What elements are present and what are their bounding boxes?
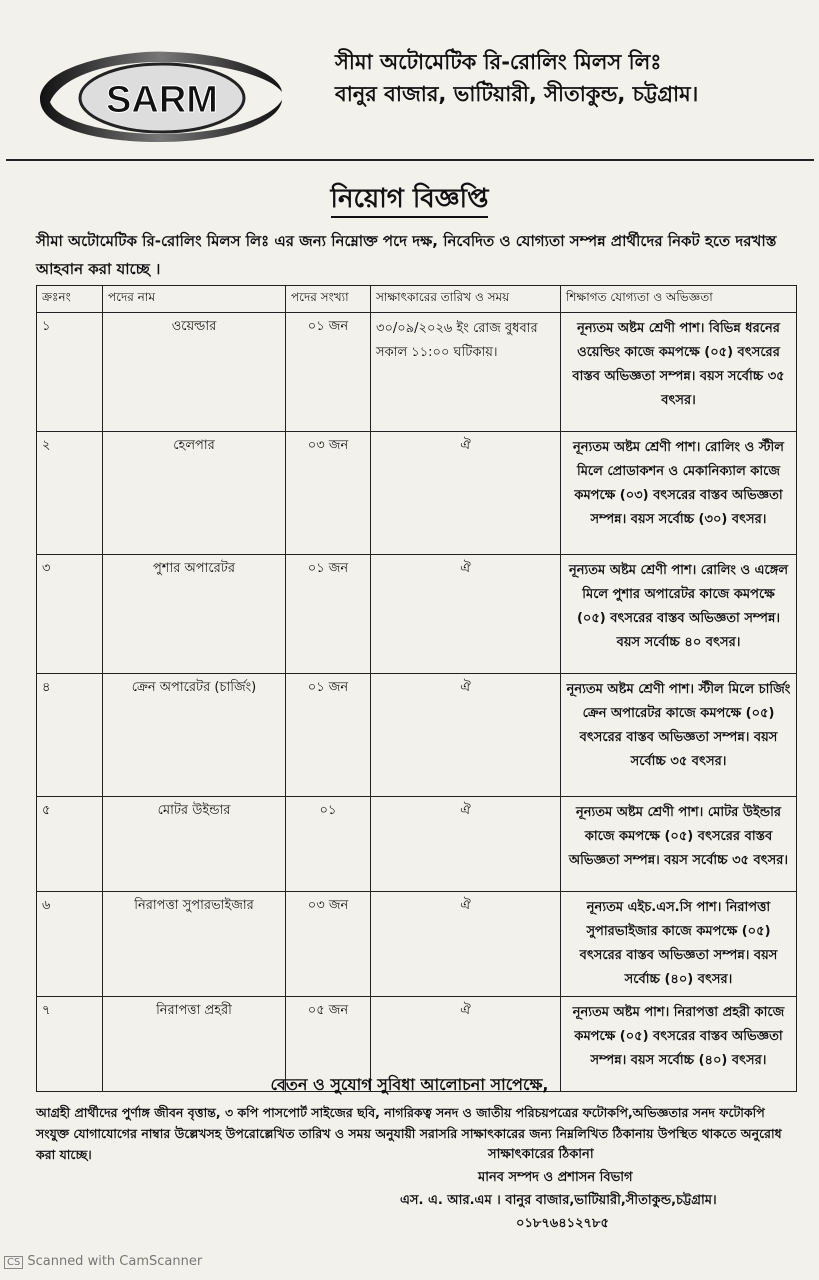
cell-qualification: নূন্যতম অষ্টম পাশ। নিরাপত্তা প্রহরী কাজে কমপক্ষে (০৫) বৎসরের বাস্তব অভিজ্ঞতা সম্পন্ন। বয়স সর্বোচ্চ (৪০) বৎসর। — [561, 997, 797, 1092]
notice-intro: সীমা অটোমেটিক রি-রোলিং মিলস লিঃ এর জন্য নিম্নোক্ত পদে দক্ষ, নিবেদিত ও যোগ্যতা সম্পন্ন প্রার্থীদের নিকট হতে দরখাস্ত আহবান করা যাচ্ছে । — [36, 232, 777, 278]
cell-qualification: নূন্যতম এইচ.এস.সি পাশ। নিরাপত্তা সুপারভাইজার কাজে কমপক্ষে (০৫) বৎসরের বাস্তব অভিজ্ঞতা সম্পন্ন। বয়স সর্বোচ্চ (৪০) বৎসর। — [561, 892, 797, 997]
cell-count: ০১ জন — [286, 555, 371, 674]
header-interview: সাক্ষাৎকারের তারিখ ও সময় — [371, 286, 561, 313]
cell-serial: ৭ — [37, 997, 103, 1092]
header-count: পদের সংখ্যা — [286, 286, 371, 313]
cell-qualification: নূন্যতম অষ্টম শ্রেণী পাশ। রোলিং ও স্টীল মিলে প্রোডাকশন ও মেকানিক্যাল কাজে কমপক্ষে (০৩) বৎসরের বাস্তব অভিজ্ঞতা সম্পন্ন। বয়স সর্বোচ্চ (৩০) বৎসর। — [561, 432, 797, 555]
cell-post: হেলপার — [103, 432, 286, 555]
cell-qualification: নূন্যতম অষ্টম শ্রেণী পাশ। মোটর উইন্ডার কাজে কমপক্ষে (০৫) বৎসরের বাস্তব অভিজ্ঞতা সম্পন্ন। বয়স সর্বোচ্চ ৩৫ বৎসর। — [561, 797, 797, 892]
table-row — [37, 555, 797, 674]
cell-interview: ঐ — [371, 997, 561, 1092]
cell-qualification: নূন্যতম অষ্টম শ্রেণী পাশ। বিভিন্ন ধরনের ওয়েল্ডিং কাজে কমপক্ষে (০৫) বৎসরের বাস্তব অভিজ্ঞতা সম্পন্ন। বয়স সর্বোচ্চ ৩৫ বৎসর। — [561, 313, 797, 432]
sarm-logo — [20, 44, 300, 144]
cell-interview: ঐ — [371, 797, 561, 892]
company-name: সীমা অটোমেটিক রি-রোলিং মিলস লিঃ — [335, 50, 662, 74]
logo-text: SARM — [106, 79, 218, 121]
cell-qualification: নূন্যতম অষ্টম শ্রেণী পাশ। স্টীল মিলে চার্জিং ক্রেন অপারেটর কাজে কমপক্ষে (০৫) বৎসরের বাস্তব অভিজ্ঞতা সম্পন্ন। বয়স সর্বোচ্চ ৩৫ বৎসর। — [561, 674, 797, 797]
cell-count: ০১ জন — [286, 674, 371, 797]
notice-title: নিয়োগ বিজ্ঞপ্তি — [0, 178, 819, 222]
table-header-row — [37, 286, 797, 313]
cell-count: ০১ জন — [286, 313, 371, 432]
scanner-watermark — [4, 1254, 202, 1269]
table-row — [37, 313, 797, 432]
cell-count: ০৩ জন — [286, 432, 371, 555]
cell-count: ০১ — [286, 797, 371, 892]
vacancy-table — [36, 285, 797, 1092]
table-row — [37, 797, 797, 892]
cell-post: ক্রেন অপারেটর (চার্জিং) — [103, 674, 286, 797]
address-title: সাক্ষাৎকারের ঠিকানা — [488, 1147, 594, 1162]
cell-serial: ৫ — [37, 797, 103, 892]
scanner-text: Scanned with CamScanner — [27, 1254, 203, 1269]
application-instructions: আগ্রহী প্রার্থীদের পুর্ণাঙ্গ জীবন বৃত্তান্ত, ৩ কপি পাসপোর্ট সাইজের ছবি, নাগরিকত্ব সনদ ও জাতীয় পরিচয়পত্রের ফটোকপি,অভিজ্ঞতার সনদ ফটোকপি সংযুক্ত যোগাযোগের নাম্বার উল্লেখসহ উপরোল্লেখিত তারিখ ও সময় অনুযায়ী সরাসরি সাক্ষাৎকারের জন্য নিম্নলিখিত ঠিকানায় উপস্থিত থাকতে অনুরোধ করা যাচ্ছে। — [36, 1105, 782, 1162]
table-row — [37, 892, 797, 997]
interview-address — [400, 1143, 800, 1235]
camscanner-icon: CS — [4, 1256, 23, 1269]
cell-post: নিরাপত্তা প্রহরী — [103, 997, 286, 1092]
company-address: বানুর বাজার, ভাটিয়ারী, সীতাকুন্ড, চট্টগ্রাম। — [335, 82, 699, 106]
salary-note: বেতন ও সুযোগ সুবিধা আলোচনা সাপেক্ষে, — [270, 1075, 549, 1094]
cell-post: নিরাপত্তা সুপারভাইজার — [103, 892, 286, 997]
header-qualification: শিক্ষাগত যোগ্যতা ও অভিজ্ঞতা — [561, 286, 797, 313]
cell-interview: ঐ — [371, 555, 561, 674]
header-divider — [6, 159, 814, 161]
cell-interview: ঐ — [371, 892, 561, 997]
cell-qualification: নূন্যতম অষ্টম শ্রেণী পাশ। রোলিং ও এঙ্গেল মিলে পুশার অপারেটর কাজে কমপক্ষে (০৫) বৎসরের বাস্তব অভিজ্ঞতা সম্পন্ন। বয়স সর্বোচ্চ ৪০ বৎসর। — [561, 555, 797, 674]
cell-interview: ঐ — [371, 432, 561, 555]
header-serial: ক্রঃনং — [37, 286, 103, 313]
cell-count: ০৩ জন — [286, 892, 371, 997]
contact-phone: ০১৮৭৬৪১২৭৮৫ — [516, 1216, 609, 1231]
cell-post: মোটর উইন্ডার — [103, 797, 286, 892]
cell-post: পুশার অপারেটর — [103, 555, 286, 674]
cell-serial: ৬ — [37, 892, 103, 997]
address-line: এস. এ. আর.এম । বানুর বাজার,ভাটিয়ারী,সীতাকুন্ড,চট্টগ্রাম। — [400, 1193, 717, 1208]
cell-serial: ৪ — [37, 674, 103, 797]
address-department: মানব সম্পদ ও প্রশাসন বিভাগ — [478, 1170, 633, 1185]
cell-count: ০৫ জন — [286, 997, 371, 1092]
cell-post: ওয়েল্ডার — [103, 313, 286, 432]
cell-interview: ৩০/০৯/২০২৬ ইং রোজ বুধবার সকাল ১১:০০ ঘটিকায়। — [371, 313, 561, 432]
cell-interview: ঐ — [371, 674, 561, 797]
cell-serial: ২ — [37, 432, 103, 555]
header-post: পদের নাম — [103, 286, 286, 313]
letterhead — [0, 30, 819, 150]
company-info — [335, 46, 805, 110]
cell-serial: ১ — [37, 313, 103, 432]
table-row — [37, 432, 797, 555]
table-row — [37, 674, 797, 797]
cell-serial: ৩ — [37, 555, 103, 674]
